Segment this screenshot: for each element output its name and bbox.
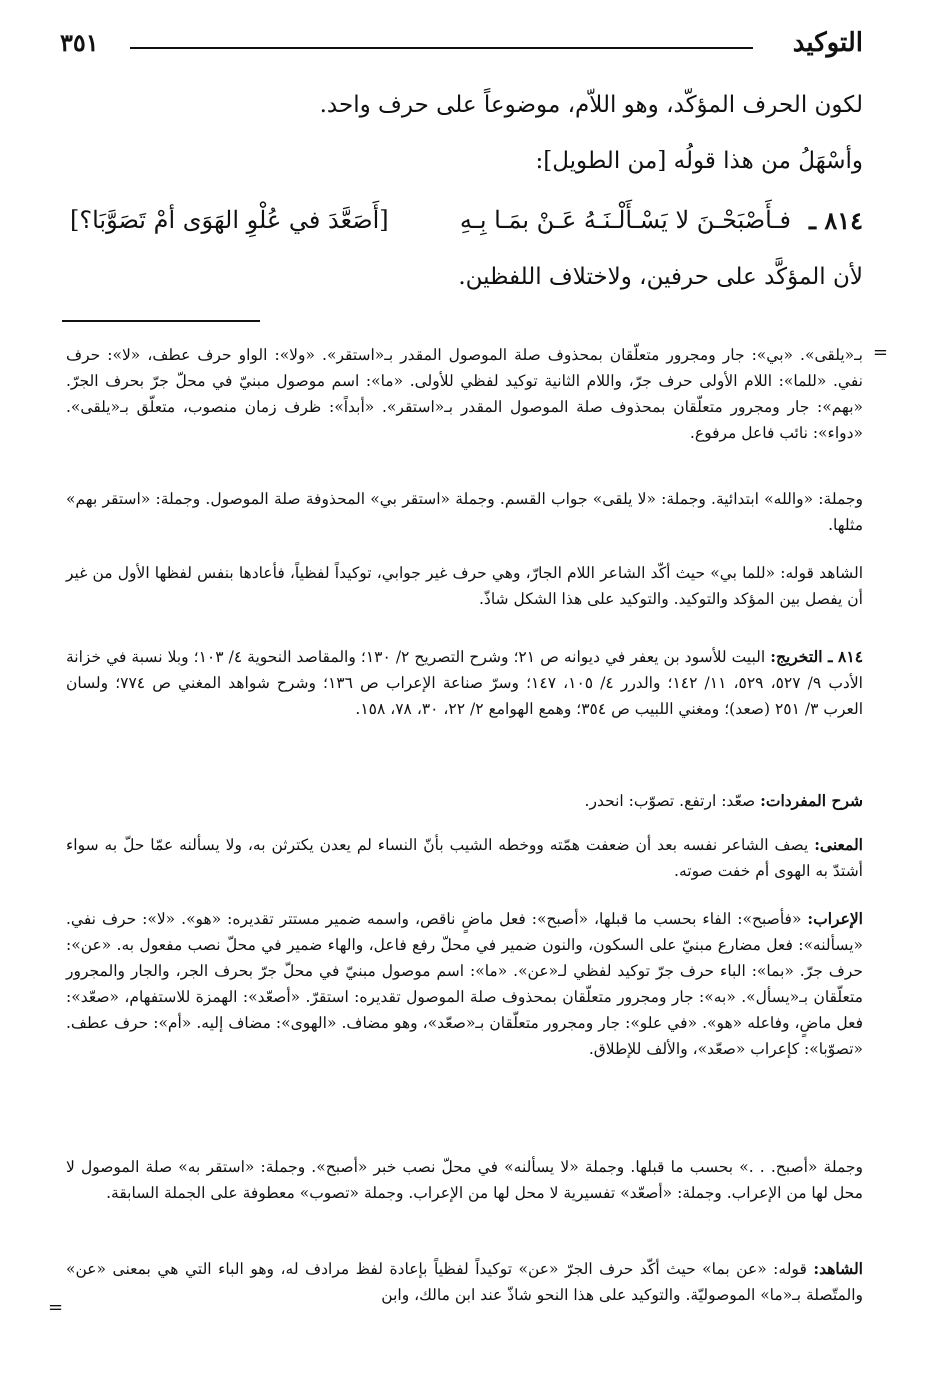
continuation-mark-bottom: = bbox=[48, 1297, 64, 1318]
body-line-2: وأسْهَلُ من هذا قولُه [من الطويل]: bbox=[535, 148, 863, 174]
parsing-label: الإعراب: bbox=[807, 909, 863, 928]
footnote-parsing bbox=[66, 906, 863, 1062]
body-line-3: لأن المؤكَّد على حرفين، ولاختلاف اللفظين. bbox=[458, 264, 863, 290]
footnote-vocabulary bbox=[66, 788, 863, 814]
parsing-text: «فأصبح»: الفاء بحسب ما قبلها، «أصبح»: فعل ماضٍ ناقص، واسمه ضمير مستتر تقديره: «هو». «لا»: حرف نفي. «يسألنه»: فعل مضارع مبنيّ على السكون، والنون ضمير في محلّ رفع فاعل، والهاء ضمير في محلّ نصب مفعول به. «عن»: حرف جرّ. «بما»: الباء حرف جرّ توكيد لفظي لـ«عن». «ما»: اسم موصول مبنيّ في محلّ جرّ بحرف الجر، والجار والمجرور متعلّقان بـ«يسأل». «به»: جار ومجرور متعلّقان بمحذوف صلة الموصول تقديره: استقرّ. «أصعّد»: الهمزة للاستفهام، «صعّد»: فعل ماضٍ، وفاعله «هو». «في علو»: جار ومجرور متعلّقان بـ«صعّد»، وهو مضاف. «الهوى»: مضاف إليه. «أم»: حرف عطف. «تصوّبا»: كإعراب «صعّد»، والألف للإطلاق. bbox=[66, 910, 863, 1058]
footnote-paragraph: الشاهد قوله: «للما بي» حيث أكّد الشاعر اللام الجارّ، وهي حرف غير جوابي، توكيداً لفظياً، فأعادها بنفس لفظها الأول من غير أن يفصل بين المؤكد والتوكيد. والتوكيد على هذا الشكل شاذّ. bbox=[66, 564, 863, 608]
takhrij-text: البيت للأسود بن يعفر في ديوانه ص ٢١؛ وشرح التصريح ٢/ ١٣٠؛ والمقاصد النحوية ٤/ ١٠٣؛ وبلا نسبة في خزانة الأدب ٩/ ٥٢٧، ٥٢٩، ١١/ ١٤٢؛ والدرر ٤/ ١٠٥، ١٤٧؛ وسرّ صناعة الإعراب ص ١٣٦؛ وشرح شواهد المغني ص ٧٧٤؛ ولسان العرب ٣/ ٢٥١ (صعد)؛ ومغني اللبيب ص ٣٥٤؛ وهمع الهوامع ٢/ ٢٢، ٣٠، ٧٨، ١٥٨. bbox=[66, 648, 863, 718]
vocabulary-label: شرح المفردات: bbox=[760, 791, 863, 810]
verse-first-hemistich: فـأَصْبَحْـنَ لا يَسْـأَلْـنَـهُ عَـنْ بمَـا بِـهِ bbox=[459, 206, 791, 234]
continuation-mark-top: = bbox=[872, 342, 888, 363]
header-rule bbox=[130, 47, 753, 49]
meaning-text: يصف الشاعر نفسه بعد أن ضعفت همّته ووخطه الشيب بأنّ النساء لم يعدن يكترثن به، ولا يسألنه عمّا حلّ به سواء أشتدّ به الهوى أم خفت صوته. bbox=[66, 836, 863, 880]
body-line-1: لكون الحرف المؤكّد، وهو اللاّم، موضوعاً على حرف واحد. bbox=[319, 92, 863, 118]
footnote-paragraph: وجملة: «والله» ابتدائية. وجملة: «لا يلقى» جواب القسم. وجملة «استقر بي» المحذوفة صلة الموصول. وجملة: «استقر بهم» مثلها. bbox=[66, 490, 863, 534]
verse-number: ٨١٤ ـ bbox=[808, 206, 863, 235]
running-header bbox=[60, 28, 863, 68]
evidence-text: قوله: «عن بما» حيث أكّد حرف الجرّ «عن» توكيداً لفظياً بإعادة لفظ مرادف له، وهو الباء التي هي بمعنى «عن» والمتّصلة بـ«ما» الموصوليّة. والتوكيد على هذا النحو شاذّ عند ابن مالك، وابن bbox=[66, 1260, 863, 1304]
footnote-takhrij bbox=[66, 644, 863, 722]
footnote-meaning bbox=[66, 832, 863, 884]
chapter-title: التوكيد bbox=[792, 28, 863, 58]
footnote-separator bbox=[62, 320, 260, 322]
vocabulary-text: صعّد: ارتفع. تصوّب: انحدر. bbox=[584, 792, 756, 810]
evidence-label: الشاهد: bbox=[813, 1259, 863, 1278]
footnote-evidence bbox=[66, 1256, 863, 1308]
takhrij-label: ٨١٤ ـ التخريج: bbox=[770, 647, 864, 666]
verse-second-hemistich: [أَصَعَّدَ في عُلْوِ الهَوَى أمْ تَصَوَّبَا؟] bbox=[70, 206, 389, 234]
footnote-paragraph: وجملة «أصبح. . .» بحسب ما قبلها. وجملة «لا يسألنه» في محلّ نصب خبر «أصبح». وجملة: «استقر به» صلة الموصول لا محل لها من الإعراب. وجملة: «أصعّد» تفسيرية لا محل لها من الإعراب. وجملة «تصوب» معطوفة على الجملة السابقة. bbox=[66, 1158, 863, 1202]
page-number: ٣٥١ bbox=[60, 28, 99, 57]
meaning-label: المعنى: bbox=[814, 835, 863, 854]
footnote-paragraph: بـ«يلقى». «بي»: جار ومجرور متعلّقان بمحذوف صلة الموصول المقدر بـ«استقر». «ولا»: الواو حرف عطف، «لا»: حرف نفي. «للما»: اللام الأولى حرف جرّ، واللام الثانية توكيد لفظي للأولى. «ما»: اسم موصول مبنيّ في محلّ جرّ بحرف الجرّ. «بهم»: جار ومجرور متعلّقان بمحذوف صلة الموصول المقدر بـ«استقر». «أبداً»: ظرف زمان منصوب، متعلّق بـ«يلقى». «دواء»: نائب فاعل مرفوع. bbox=[66, 346, 863, 442]
